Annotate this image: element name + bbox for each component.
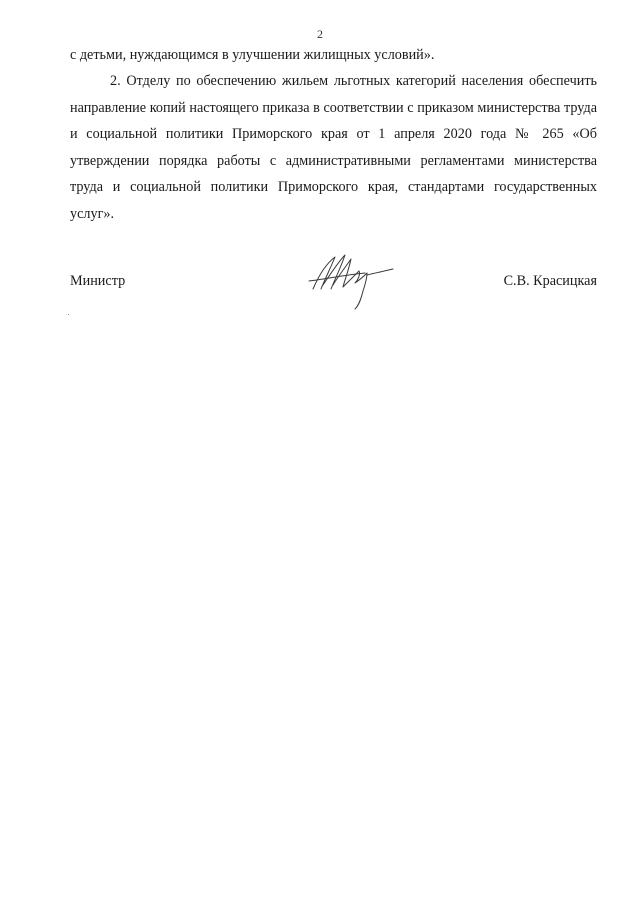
handwritten-signature-icon: [305, 245, 395, 313]
signature-block: [70, 245, 597, 315]
signer-name: С.В. Красицкая: [503, 273, 597, 289]
paragraph-2: 2. Отделу по обеспечению жильем льготных категорий населения обеспечить направление копий настоящего приказа в соответствии с приказом министерства труда и социальной политики Приморского края от 1 апреля 2020 года № 265 «Об утверждении порядка работы с административными регламентами министерства труда и социальной политики Приморского края, стандартами государственных услуг».: [70, 73, 597, 222]
page-number: 2: [317, 27, 323, 41]
scan-speck: [68, 314, 69, 315]
signer-position: Министр: [70, 273, 126, 289]
continuation-line: с детьми, нуждающимся в улучшении жилищных условий».: [70, 47, 435, 63]
